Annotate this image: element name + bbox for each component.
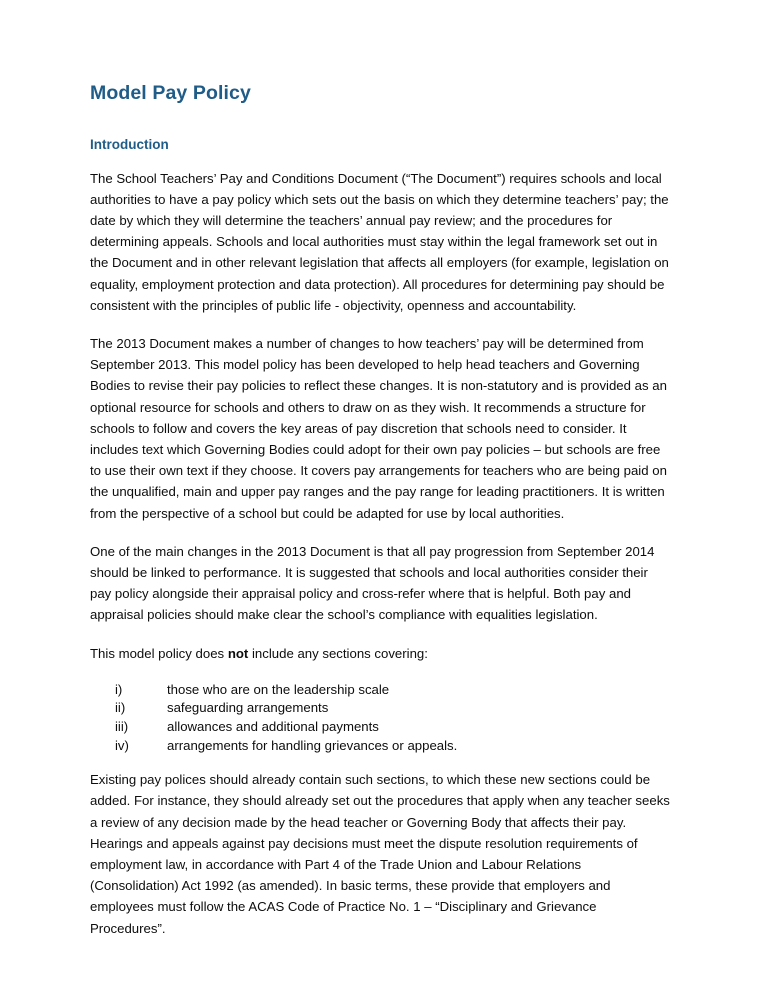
exclusions-intro-after: include any sections covering: bbox=[248, 645, 428, 661]
page-title: Model Pay Policy bbox=[90, 82, 251, 104]
list-item-marker: i) bbox=[115, 681, 123, 697]
list-item-marker: iv) bbox=[115, 737, 129, 753]
paragraph-1: The School Teachers’ Pay and Conditions Document (“The Document”) requires schools and local authorities to have a pay policy which sets out the basis on which they determine teachers’ pay; the date by which they will determine the teachers’ annual pay review; and the procedures for determining appeals. Schools and local authorities must stay within the legal framework set out in the Document and in other relevant legislation that affects all employers (for example, legislation on equality, employment protection and data protection). All procedures for determining pay should be consistent with the principles of public life - objectivity, openness and accountability. bbox=[90, 170, 669, 313]
list-item bbox=[90, 699, 672, 718]
list-item-label: those who are on the leadership scale bbox=[167, 681, 390, 697]
paragraph-2: The 2013 Document makes a number of changes to how teachers’ pay will be determined from September 2013. This model policy has been developed to help head teachers and Governing Bodies to revise their pay policies to reflect these changes. It is non-statutory and is provided as an optional resource for schools and others to draw on as they wish. It recommends a structure for schools to follow and covers the key areas of pay discretion that schools need to consider. It includes text which Governing Bodies could adopt for their own pay policies – but schools are free to use their own text if they choose. It covers pay arrangements for teachers who are being paid on the unqualified, main and upper pay ranges and the pay range for leading practitioners. It is written from the perspective of a school but could be adapted for use by local authorities. bbox=[90, 336, 667, 521]
list-item bbox=[90, 718, 672, 737]
list-item-label: arrangements for handling grievances or appeals. bbox=[167, 737, 458, 753]
exclusions-intro-before: This model policy does bbox=[90, 645, 228, 661]
list-item-marker: ii) bbox=[115, 700, 126, 716]
exclusions-list bbox=[90, 681, 672, 755]
list-item-marker: iii) bbox=[115, 719, 129, 735]
exclusions-intro-emphasis: not bbox=[227, 645, 249, 661]
list-item bbox=[90, 737, 672, 756]
exclusions-intro bbox=[90, 643, 672, 664]
section-heading-introduction: Introduction bbox=[90, 137, 169, 153]
paragraph-3: One of the main changes in the 2013 Document is that all pay progression from September 2014 should be linked to performance. It is suggested that schools and local authorities consider their pay policy alongside their appraisal policy and cross-refer where that is helpful. Both pay and appraisal policies should make clear the school’s compliance with equalities legislation. bbox=[90, 543, 655, 623]
list-item bbox=[90, 681, 672, 700]
list-item-label: allowances and additional payments bbox=[167, 719, 379, 735]
closing-paragraph: Existing pay polices should already contain such sections, to which these new sections could be added. For instance, they should already set out the procedures that apply when any teacher seeks a review of any decision made by the head teacher or Governing Body that affects their pay. Hearings and appeals against pay decisions must meet the dispute resolution requirements of employment law, in accordance with Part 4 of the Trade Union and Labour Relations (Consolidation) Act 1992 (as amended). In basic terms, these provide that employers and employees must follow the ACAS Code of Practice No. 1 – “Disciplinary and Grievance Procedures”. bbox=[90, 772, 670, 936]
list-item-label: safeguarding arrangements bbox=[167, 700, 329, 716]
